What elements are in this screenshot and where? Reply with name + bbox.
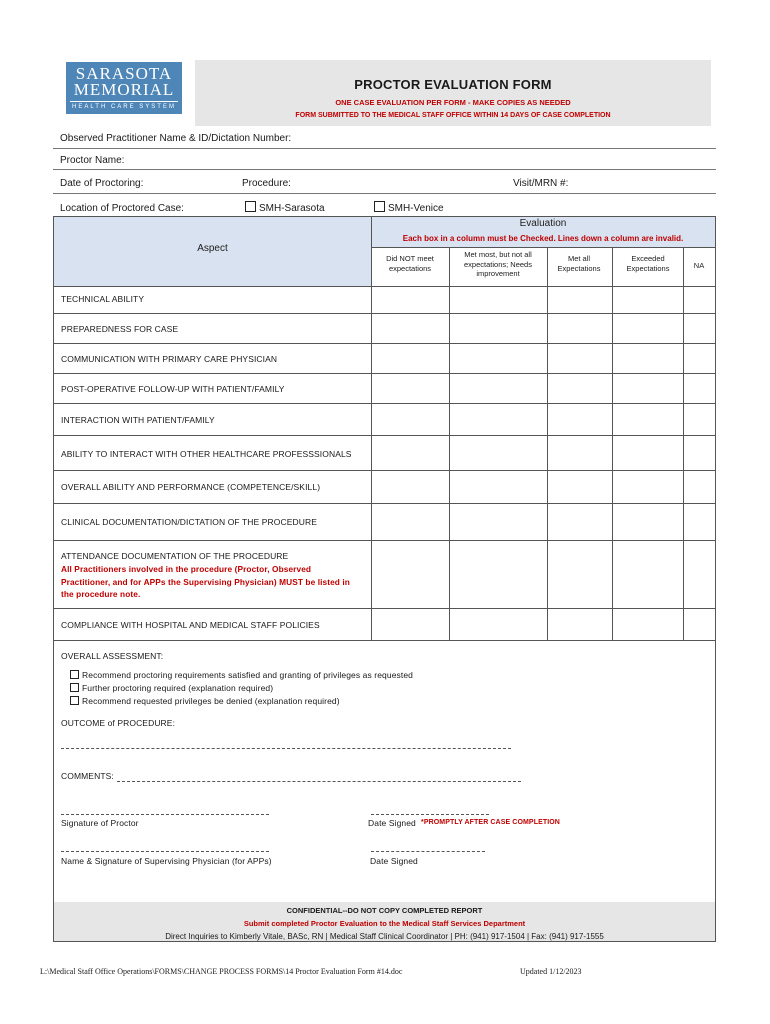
proctor-name-line[interactable] <box>53 169 716 170</box>
aspect-attendance-documentation: ATTENDANCE DOCUMENTATION OF THE PROCEDURE <box>61 551 289 561</box>
submit-notice: Submit completed Proctor Evaluation to the Medical Staff Services Department <box>243 919 526 928</box>
observed-practitioner-label: Observed Practitioner Name & ID/Dictation Number: <box>60 133 292 144</box>
date-signed-line[interactable] <box>371 814 489 815</box>
date-signed-label: Date Signed <box>368 818 416 828</box>
form-title-box <box>195 60 711 126</box>
contact-info: Direct Inquiries to Kimberly Vitale, BASc, RN | Medical Staff Clinical Coordinator | PH: (941) 917-1504 | Fax: (941) 917-1555 <box>165 932 604 941</box>
assessment-option-1[interactable]: Recommend proctoring requirements satisfied and granting of privileges as requested <box>70 670 413 680</box>
assessment-checkbox-3[interactable] <box>70 696 79 705</box>
aspect-healthcare-professionals: ABILITY TO INTERACT WITH OTHER HEALTHCARE PROFESSSIONALS <box>61 449 352 459</box>
location-option-venice[interactable] <box>374 201 444 214</box>
date-procedure-line[interactable] <box>53 193 716 194</box>
observed-practitioner-line[interactable] <box>53 148 716 149</box>
visit-mrn-label: Visit/MRN #: <box>513 178 569 189</box>
logo-line1: SARASOTA <box>75 64 173 83</box>
confidential-footer <box>54 902 715 941</box>
proctor-name-label: Proctor Name: <box>60 155 125 166</box>
aspect-preparedness: PREPAREDNESS FOR CASE <box>61 324 179 334</box>
col-met-most: Met most, but not all expectations; Needs improvement <box>464 250 532 278</box>
location-label: Location of Proctored Case: <box>60 203 184 214</box>
logo-line3: HEALTH CARE SYSTEM <box>70 101 178 110</box>
outcome-line[interactable] <box>61 748 511 749</box>
date-of-proctoring-label: Date of Proctoring: <box>60 178 144 189</box>
updated-date: Updated 1/12/2023 <box>520 967 582 976</box>
attendance-note: All Practitioners involved in the procedure (Proctor, Observed Practitioner, and for APPs the Supervising Physician) MUST be listed in the procedure note. <box>61 564 350 599</box>
procedure-label: Procedure: <box>242 178 291 189</box>
assessment-option-2[interactable]: Further proctoring required (explanation required) <box>70 683 273 693</box>
location-option-sarasota[interactable] <box>245 201 325 214</box>
evaluation-instruction: Each box in a column must be Checked. Lines down a column are invalid. <box>402 234 684 243</box>
evaluation-header: Evaluation <box>519 218 567 229</box>
outcome-label: OUTCOME of PROCEDURE: <box>61 718 176 728</box>
proctor-signature-line[interactable] <box>61 814 269 815</box>
form-title: PROCTOR EVALUATION FORM <box>354 77 552 92</box>
aspect-clinical-documentation: CLINICAL DOCUMENTATION/DICTATION OF THE PROCEDURE <box>61 517 317 527</box>
hospital-logo <box>66 62 182 114</box>
assessment-checkbox-2[interactable] <box>70 683 79 692</box>
venice-checkbox[interactable] <box>374 201 385 212</box>
aspect-post-operative: POST-OPERATIVE FOLLOW-UP WITH PATIENT/FAMILY <box>61 384 285 394</box>
comments-line[interactable] <box>117 781 521 782</box>
supervising-physician-label: Name & Signature of Supervising Physician (for APPs) <box>61 856 272 866</box>
file-path: L:\Medical Staff Office Operations\FORMS\CHANGE PROCESS FORMS\14 Proctor Evaluation Form #14.doc <box>40 967 403 976</box>
date-signed-note: *PROMPTLY AFTER CASE COMPLETION <box>421 819 560 826</box>
col-na: NA <box>693 261 705 270</box>
aspect-overall-ability: OVERALL ABILITY AND PERFORMANCE (COMPETENCE/SKILL) <box>61 482 321 492</box>
form-subtitle: ONE CASE EVALUATION PER FORM - MAKE COPIES AS NEEDED <box>335 98 571 107</box>
aspect-interaction: INTERACTION WITH PATIENT/FAMILY <box>61 415 215 425</box>
aspect-compliance: COMPLIANCE WITH HOSPITAL AND MEDICAL STAFF POLICIES <box>61 620 320 630</box>
col-exceeded: Exceeded Expectations <box>626 254 670 273</box>
supervising-signature-line[interactable] <box>61 851 269 852</box>
aspect-header: Aspect <box>197 243 228 254</box>
sarasota-label: SMH-Sarasota <box>259 203 325 214</box>
aspect-communication: COMMUNICATION WITH PRIMARY CARE PHYSICIAN <box>61 354 278 364</box>
form-submission-note: FORM SUBMITTED TO THE MEDICAL STAFF OFFICE WITHIN 14 DAYS OF CASE COMPLETION <box>295 112 611 119</box>
sarasota-checkbox[interactable] <box>245 201 256 212</box>
logo-line2: MEMORIAL <box>73 80 175 99</box>
date-signed-2-label: Date Signed <box>370 856 418 866</box>
col-did-not-meet: Did NOT meet expectations <box>386 254 434 273</box>
confidential-notice: CONFIDENTIAL--DO NOT COPY COMPLETED REPORT <box>286 906 483 915</box>
signature-of-proctor-label: Signature of Proctor <box>61 818 139 828</box>
date-signed-2-line[interactable] <box>371 851 485 852</box>
venice-label: SMH-Venice <box>388 203 444 214</box>
assessment-option-3[interactable]: Recommend requested privileges be denied (explanation required) <box>70 696 340 706</box>
col-met-all: Met all Expectations <box>557 254 601 273</box>
assessment-checkbox-1[interactable] <box>70 670 79 679</box>
comments-label: COMMENTS: <box>61 771 114 781</box>
overall-assessment-label: OVERALL ASSESSMENT: <box>61 651 164 661</box>
aspect-technical-ability: TECHNICAL ABILITY <box>61 294 145 304</box>
